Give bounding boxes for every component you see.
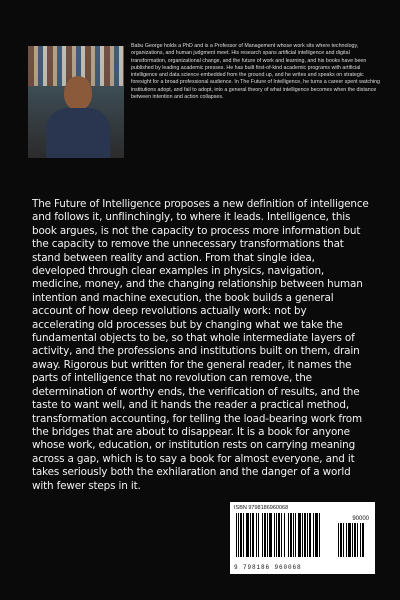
price-barcode-bars bbox=[338, 523, 370, 557]
barcode-bars bbox=[236, 513, 332, 557]
isbn-digits: 9 798186 960068 bbox=[234, 564, 302, 571]
book-blurb: The Future of Intelligence proposes a new definition of intelligence and follows it, unflinchingly, to where it leads. Intelligence, this book argues, is not the capacity to process more information but the capacity to remove the unnecessary transformations that stand between reality and action. From that single idea, developed through clear examples in physics, navigation, medicine, money, and the changing relationship between human intention and machine execution, the book builds a general account of how deep revolutions actually work: not by accelerating old processes but by changing what we take the fundamental objects to be, so that whole intermediate layers of activity, and the professions and institutions built on them, drain away. Rigorous but written for the general reader, it names the parts of intelligence that no revolution can remove, the determination of worthy ends, the verification of results, and the taste to want well, and it hands the reader a practical method, transformation accounting, for telling the load-bearing work from the bridges that are about to disappear. It is a book for anyone whose work, education, or institution rests on carrying meaning across a gap, which is to say a book for almost everyone, and it takes seriously both the exhilaration and the danger of a world with fewer steps in it. bbox=[32, 198, 369, 492]
author-bio: Babu George holds a PhD and is a Professor of Management whose work sits where technology, organizations, and human judgment meet. His research spans artificial intelligence and digital transformation, organizational change, and the future of work and learning, and his books have been published by leading academic presses. He has built first-of-kind academic programs with artificial intelligence and data science embedded from the ground up, and he writes and speaks on strategic foresight for a broad professional audience. In The Future of Intelligence, he turns a career spent watching institutions adopt, and fail to adopt, into a general theory of what intelligence becomes when the distance between intention and action collapses. bbox=[131, 43, 381, 101]
author-photo bbox=[28, 46, 124, 158]
barcode bbox=[230, 502, 375, 574]
author-head bbox=[64, 76, 92, 110]
author-body bbox=[46, 108, 110, 158]
isbn-label: ISBN 9798186960068 bbox=[234, 505, 289, 511]
barcode-gap bbox=[320, 513, 321, 557]
price-code: 90000 bbox=[352, 516, 369, 522]
barcode-gap bbox=[364, 523, 365, 557]
